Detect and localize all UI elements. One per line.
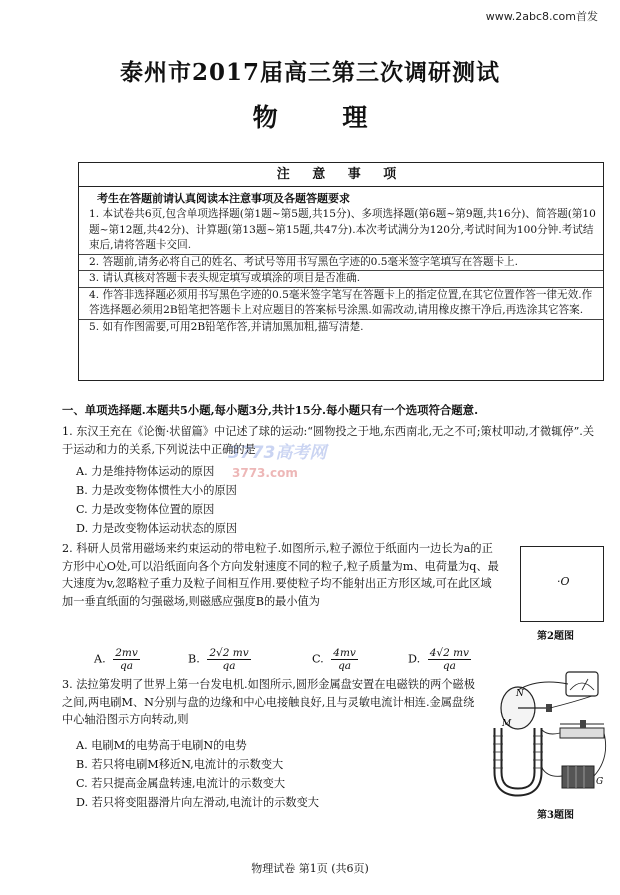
q2-option-a-den: qa [120,660,133,672]
subject-title: 物 理 [252,103,396,132]
q3-option-b: B. 若只将电刷M移近N,电流计的示数变大 [76,758,284,771]
notice-intro: 考生在答题前请认真阅读本注意事项及各题答题要求 [97,192,350,205]
notice-item-1: 1. 本试卷共6页,包含单项选择题(第1题~第5题,共15分)、多项选择题(第6题~第9题,共16分)、简答题(第10题~第12题,共42分)、计算题(第13题~第15题,共47分).本次考试满分为120分,考试时间为100分钟.考试结束后,请将答题卡交回. [79,207,603,255]
q2-option-d-num: 4√2 mv [429,647,469,659]
q2-option-c [312,647,358,672]
q3-option-a: A. 电刷M的电势高于电刷N的电势 [76,739,247,752]
label-n: N [516,689,524,699]
notice-item-5: 5. 如有作图需要,可用2B铅笔作答,并请加黑加粗,描写清楚. [89,320,364,333]
q3-generator-figure [488,668,612,802]
q1-option-b: B. 力是改变物体惯性大小的原因 [76,484,237,497]
rheostat-icon [560,728,604,738]
q1-option-d: D. 力是改变物体运动状态的原因 [76,522,238,535]
section-heading: 一、单项选择题.本题共5小题,每小题3分,共计15分.每小题只有一个选项符合题意. [62,403,479,417]
q2-option-b-letter: B. [188,652,200,666]
q2-option-c-letter: C. [312,652,324,666]
q2-stem: 2. 科研人员常用磁场来约束运动的带电粒子.如图所示,粒子源位于纸面内一边长为a的正方形中心O处,可以沿纸面向各个方向发射速度不同的粒子,粒子质量为m、电荷量为q、最大速度为v,忽略粒子重力及粒子间相互作用.要使粒子均不能射出正方形区域,可在此区域加一垂直纸面的匀强磁场,则磁感应强度B的最小值为 [62,542,499,608]
galvanometer-icon [566,672,598,696]
q3-stem: 3. 法拉第发明了世界上第一台发电机.如图所示,圆形金属盘安置在电磁铁的两个磁极之间,两电刷M、N分别与盘的边缘和中心电接触良好,且与灵敏电流计相连.金属盘绕中心轴沿图示方向转动,则 [62,678,475,726]
q2-option-d-den: qa [442,660,456,672]
exam-title: 泰州市2017届高三第三次调研测试 [119,59,500,86]
q2-figure-caption: 第2题图 [537,631,574,642]
q2-option-b-num: 2√2 mv [209,647,249,659]
label-m: M [502,719,512,729]
q2-option-b [188,647,251,672]
q2-square-figure [520,546,604,622]
ghost-watermark-large: 3773高考网 [228,443,327,463]
q1-stem: 1. 东汉王充在《论衡·状留篇》中记述了球的运动:“圆物投之于地,东西南北,无之不可;策杖叩动,才微辄停”.关于运动和力的关系,下列说法中正确的是 [62,425,595,456]
q2-option-d-letter: D. [408,652,421,666]
q1-option-a: A. 力是维持物体运动的原因 [76,465,215,478]
q2-option-c-den: qa [338,660,352,672]
q2-option-a [94,647,140,672]
notice-item-3: 3. 请认真核对答题卡表头规定填写或填涂的项目是否准确. [79,271,603,288]
notice-heading: 注 意 事 项 [79,163,603,187]
q2-option-b-frac [207,647,250,672]
notice-item-4: 4. 作答非选择题必须用书写黑色字迹的0.5毫米签字笔写在答题卡上的指定位置,在其它位置作答一律无效.作答选择题必须用2B铅笔把答题卡上对应题目的答案标号涂黑.如需改动,请用橡皮擦干净后,再选涂其它答案. [79,288,603,320]
q2-option-d [408,647,471,672]
q2-option-c-frac [331,647,358,672]
q2-option-a-num: 2mv [115,647,138,659]
page-footer: 物理试卷 第1页 (共6页) [251,862,369,875]
battery-icon [562,766,594,788]
ghost-watermark-small: 3773.com [232,466,298,480]
q2-option-d-frac [428,647,471,672]
q3-option-d: D. 若只将变阻器滑片向左滑动,电流计的示数变大 [76,796,319,809]
notice-item-2: 2. 答题前,请务必将自己的姓名、考试号等用书写黑色字迹的0.5毫米签字笔填写在答题卡上. [79,255,603,272]
label-g: G [596,777,604,787]
watermark-text: www.2abc8.com首发 [485,10,598,23]
q3-option-c: C. 若只提高金属盘转速,电流计的示数变大 [76,777,286,790]
q2-option-a-frac [113,647,140,672]
q2-center-label: ·O [557,575,570,588]
q1-option-c: C. 力是改变物体位置的原因 [76,503,215,516]
notice-box [78,162,604,381]
q2-option-c-num: 4mv [333,647,356,659]
q2-option-a-letter: A. [94,652,106,666]
q2-option-b-den: qa [222,660,236,672]
q3-figure-caption: 第3题图 [537,810,574,821]
